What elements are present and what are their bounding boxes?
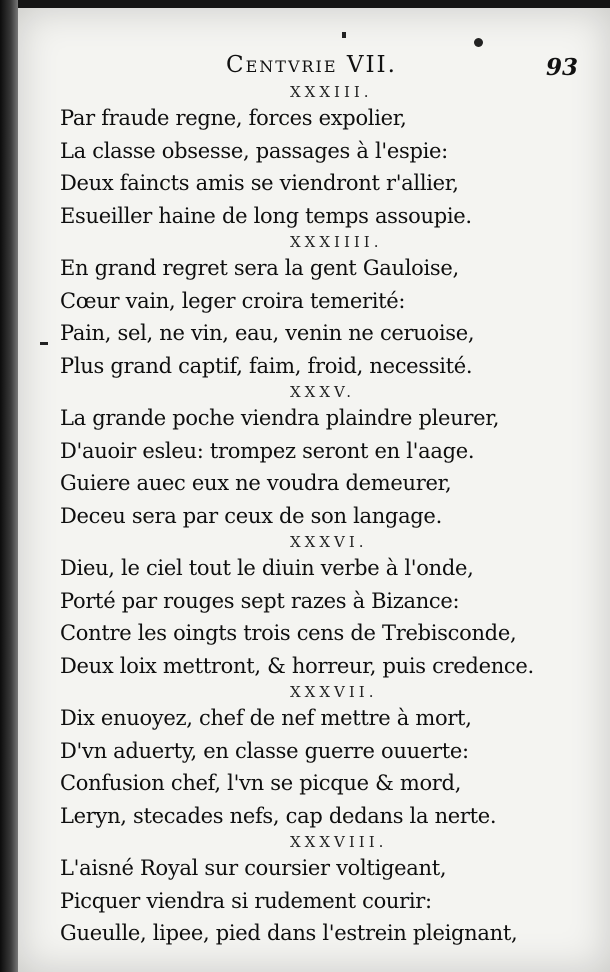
page-number: 93 — [546, 54, 579, 81]
verse-line: Guiere auec eux ne voudra demeurer, — [60, 471, 452, 495]
verse-line: Deux faincts amis se viendront r'allier, — [60, 171, 459, 195]
quatrain — [60, 232, 590, 382]
verse-line: Plus grand captif, faim, froid, necessité. — [60, 353, 473, 378]
book-gutter-shadow — [0, 0, 18, 972]
verse-line: Leryn, stecades nefs, cap dedans la nerte. — [60, 803, 497, 828]
verse-line: D'vn aduerty, en classe guerre ouuerte: — [60, 738, 469, 763]
quatrain — [60, 532, 590, 682]
quatrain — [60, 382, 590, 532]
quatrain-numeral: XXXVII. — [290, 683, 378, 701]
verse-line: Pain, sel, ne vin, eau, venin ne ceruoise, — [60, 321, 475, 345]
verse-line: Gueulle, lipee, pied dans l'estrein pleignant, — [60, 921, 518, 945]
verse-line: La grande poche viendra plaindre pleurer, — [60, 406, 500, 430]
verse-line: La classe obsesse, passages à l'espie: — [60, 138, 448, 163]
ink-spot — [474, 38, 483, 47]
verse-line: Dieu, le ciel tout le diuin verbe à l'onde, — [60, 556, 474, 580]
verse-line: Dix enuoyez, chef de nef mettre à mort, — [60, 706, 472, 730]
verse-line: Cœur vain, leger croira temerité: — [60, 288, 406, 313]
verse-line: Confusion chef, l'vn se picque & mord, — [60, 771, 462, 795]
verse-line: Picquer viendra si rudement courir: — [60, 888, 432, 913]
verse-line: Contre les oingts trois cens de Trebisconde, — [60, 621, 517, 645]
quatrain — [60, 682, 590, 832]
quatrain-numeral: XXXV. — [290, 383, 356, 401]
quatrain — [60, 82, 590, 232]
verse-line: Par fraude regne, forces expolier, — [60, 106, 407, 130]
running-head: Centvrie VII. — [226, 52, 397, 78]
verse-line: Porté par rouges sept razes à Bizance: — [60, 588, 460, 613]
margin-mark — [40, 342, 48, 345]
quatrain-list — [60, 82, 590, 950]
quatrain — [60, 832, 590, 950]
ink-mark — [342, 32, 346, 38]
quatrain-numeral: XXXVI. — [290, 533, 368, 551]
verse-line: Deux loix mettront, & horreur, puis credence. — [60, 653, 534, 678]
verse-line: Deceu sera par ceux de son langage. — [60, 503, 442, 528]
verse-line: L'aisné Royal sur coursier voltigeant, — [60, 856, 447, 880]
quatrain-numeral: XXXVIII. — [290, 833, 388, 851]
quatrain-numeral: XXXIIII. — [290, 233, 383, 251]
quatrain-numeral: XXXIII. — [290, 83, 373, 101]
verse-line: D'auoir esleu: trompez seront en l'aage. — [60, 438, 475, 463]
verse-line: En grand regret sera la gent Gauloise, — [60, 256, 459, 280]
verse-line: Esueiller haine de long temps assoupie. — [60, 203, 472, 228]
